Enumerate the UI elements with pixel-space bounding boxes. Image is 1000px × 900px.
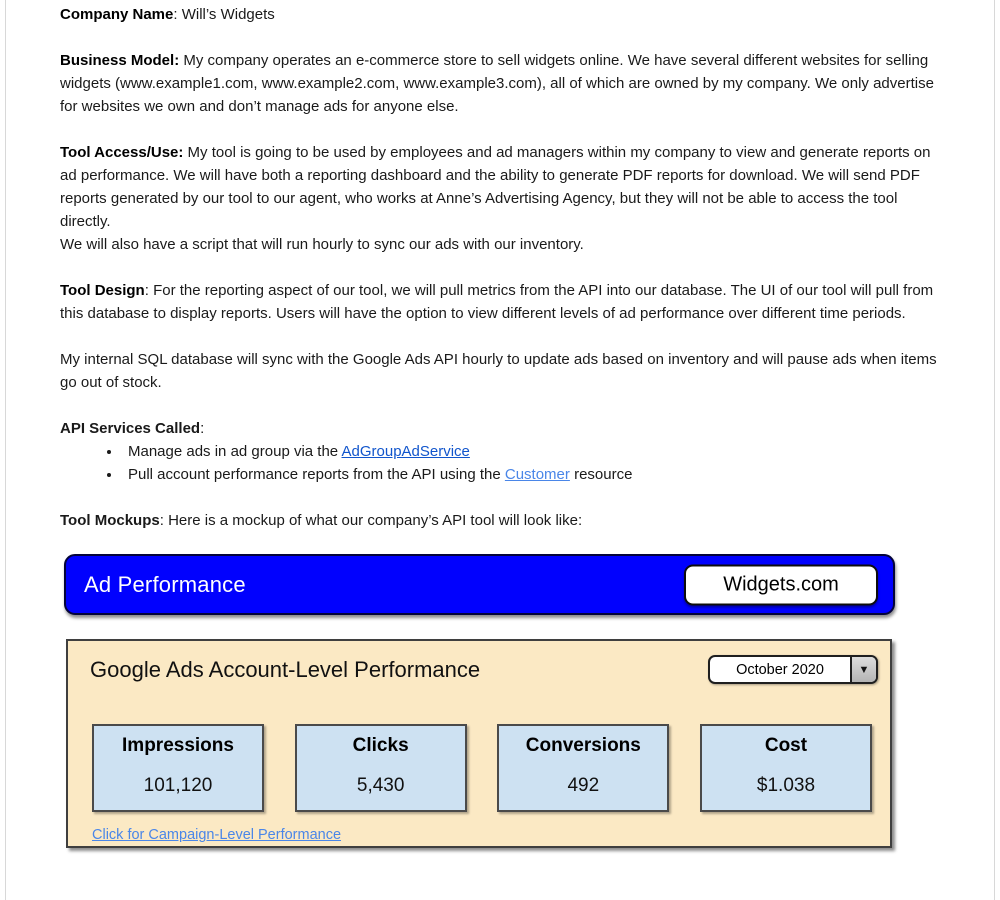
metric-label: Impressions [122,735,234,756]
account-performance-panel [66,639,892,848]
tool-design-paragraph [60,279,942,325]
metric-card-clicks [295,724,467,812]
company-name-value: : Will’s Widgets [173,6,275,23]
metric-label: Clicks [352,735,409,756]
document-page [5,0,995,900]
panel-title: Google Ads Account-Level Performance [90,656,481,682]
metric-card-conversions [497,724,669,812]
metric-value: 492 [567,775,600,796]
metric-value: 5,430 [356,775,405,796]
tool-mockups-line [60,509,942,532]
customer-resource-link[interactable]: Customer [504,466,570,483]
business-model-label: Business Model: [60,52,180,69]
company-name-label: Company Name [60,6,174,23]
mockup-app-header [64,554,895,615]
campaign-level-performance-link[interactable]: Click for Campaign-Level Performance [92,827,342,843]
metric-value: $1.038 [756,775,816,796]
tool-design-text: : For the reporting aspect of our tool, we will pull metrics from the API into our database. The UI of our tool will pull from this database to display reports. Users will have the option to view different levels of ad performance over different time periods. [60,282,934,322]
metric-cards-row [92,724,872,812]
bullet-text-post: resource [569,466,633,483]
adgroupadservice-link[interactable]: AdGroupAdService [341,443,470,460]
metric-label: Cost [764,735,808,756]
bullet-text-pre: Pull account performance reports from the API using the [128,466,505,483]
metric-card-impressions [92,724,264,812]
company-name-line [60,3,942,26]
list-item [122,440,942,463]
period-dropdown-value: October 2020 [736,661,824,678]
tool-design-label: Tool Design [60,282,145,299]
sql-note-paragraph: My internal SQL database will sync with the Google Ads API hourly to update ads based on inventory and will pause ads when items go out of stock. [60,351,937,391]
metric-label: Conversions [525,735,641,756]
tool-access-text: My tool is going to be used by employees and ad managers within my company to view and generate reports on ad performance. We will have both a reporting dashboard and the ability to generate PDF reports for download. We will send PDF reports generated by our tool to our agent, who works at Anne’s Advertising Agency, but they will not be able to access the tool directly. [60,144,931,230]
tool-mockups-text: : Here is a mockup of what our company’s API tool will look like: [159,512,583,529]
tool-access-paragraph [60,141,942,256]
tool-mockups-label: Tool Mockups [60,512,160,529]
panel-header-row [82,655,878,684]
api-services-colon: : [200,420,205,437]
mockup-app-title: Ad Performance [84,571,246,597]
list-item [122,463,942,486]
tool-access-label: Tool Access/Use: [60,144,184,161]
metric-value: 101,120 [143,775,213,796]
api-services-heading [60,417,942,440]
api-services-list [60,440,942,486]
widgets-site-button[interactable]: Widgets.com [684,564,878,605]
chevron-down-icon[interactable]: ▼ [850,657,876,682]
business-model-paragraph [60,49,942,118]
business-model-text: My company operates an e-commerce store to sell widgets online. We have several different websites for selling widgets (www.example1.com, www.example2.com, www.example3.com), all of which are owned by my company. We only advertise for websites we own and don’t manage ads for anyone else. [60,52,934,115]
period-dropdown[interactable] [708,655,878,684]
api-services-label: API Services Called [60,420,201,437]
tool-access-text-line2: We will also have a script that will run hourly to sync our ads with our inventory. [60,236,584,253]
metric-card-cost [700,724,872,812]
document-body [6,0,994,532]
bullet-text-pre: Manage ads in ad group via the [128,443,342,460]
